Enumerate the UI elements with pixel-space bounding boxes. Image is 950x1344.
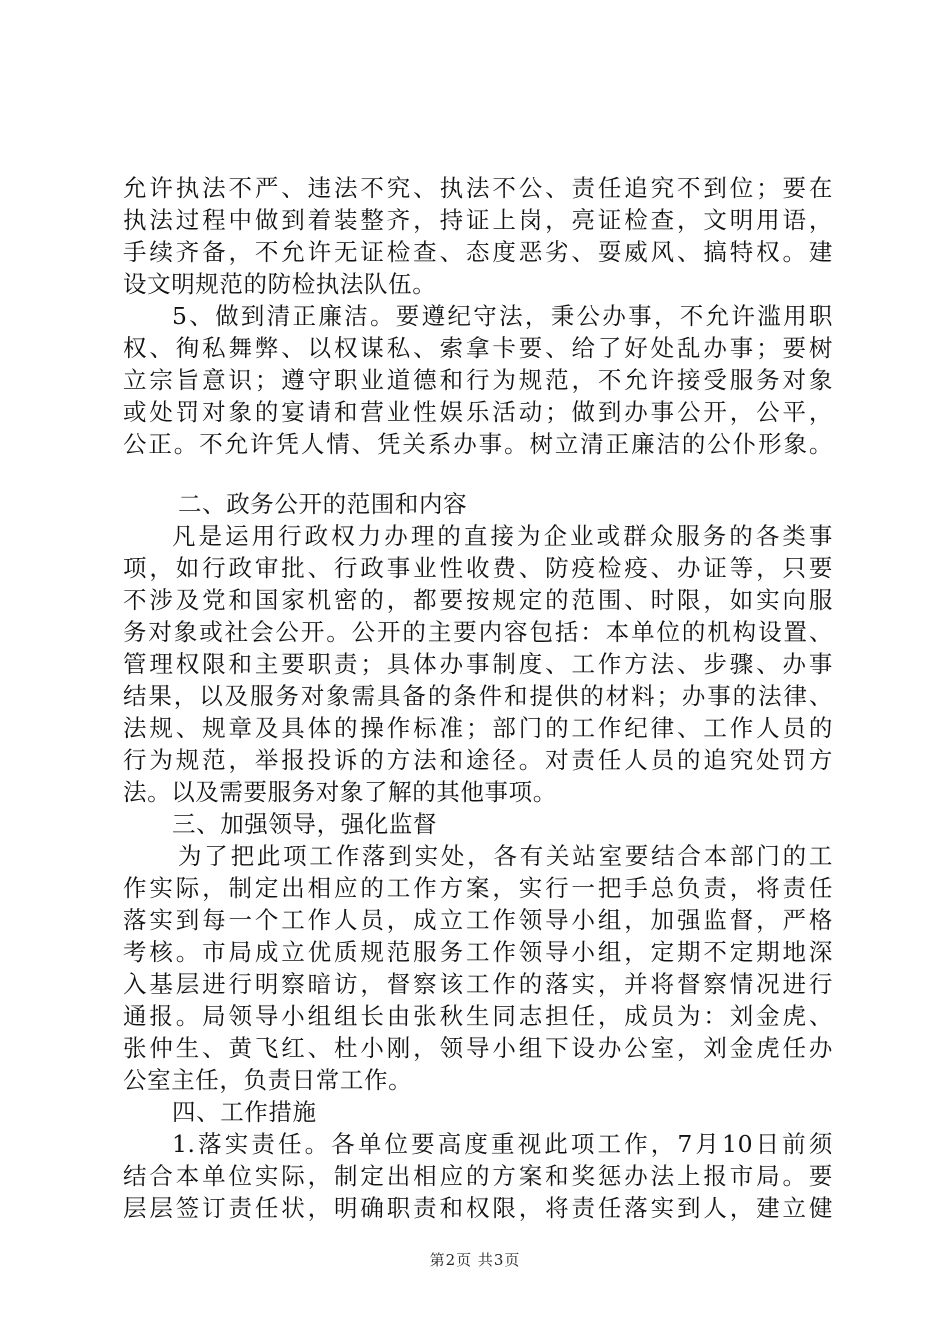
section-heading: 四、工作措施 [172, 1098, 317, 1126]
text-line: 5、做到清正廉洁。要遵纪守法，秉公办事，不允许滥用职 [172, 302, 833, 330]
text-line: 允许执法不严、违法不究、执法不公、责任追究不到位；要在 [123, 174, 833, 202]
text-line: 为了把此项工作落到实处，各有关站室要结合本部门的工 [178, 842, 833, 870]
text-line: 公正。不允许凭人情、凭关系办事。树立清正廉洁的公仆形象。 [123, 430, 833, 458]
text-line: 入基层进行明察暗访，督察该工作的落实，并将督察情况进行 [123, 970, 833, 998]
text-line: 考核。市局成立优质规范服务工作领导小组，定期不定期地深 [123, 938, 833, 966]
text-line: 执法过程中做到着装整齐，持证上岗，亮证检查，文明用语， [123, 206, 833, 234]
text-line: 结合本单位实际，制定出相应的方案和奖惩办法上报市局。要 [123, 1162, 833, 1190]
text-line: 项，如行政审批、行政事业性收费、防疫检疫、办证等，只要 [123, 554, 833, 582]
text-line: 设文明规范的防检执法队伍。 [123, 270, 437, 298]
text-line: 法。以及需要服务对象了解的其他事项。 [123, 778, 557, 806]
section-heading: 三、加强领导，强化监督 [172, 810, 438, 838]
text-line: 法规、规章及具体的操作标准；部门的工作纪律、工作人员的 [123, 714, 833, 742]
text-line: 务对象或社会公开。公开的主要内容包括：本单位的机构设置、 [123, 618, 833, 646]
document-body [123, 172, 833, 1224]
text-line: 或处罚对象的宴请和营业性娱乐活动；做到办事公开，公平， [123, 398, 833, 426]
text-line: 手续齐备，不允许无证检查、态度恶劣、耍威风、搞特权。建 [123, 238, 833, 266]
paragraph-gap [123, 460, 833, 488]
text-line: 层层签订责任状，明确职责和权限，将责任落实到人，建立健 [123, 1194, 833, 1222]
text-line: 权、徇私舞弊、以权谋私、索拿卡要、给了好处乱办事；要树 [123, 334, 833, 362]
text-line: 落实到每一个工作人员，成立工作领导小组，加强监督，严格 [123, 906, 833, 934]
text-line: 行为规范，举报投诉的方法和途径。对责任人员的追究处罚方 [123, 746, 833, 774]
text-line: 不涉及党和国家机密的，都要按规定的范围、时限，如实向服 [123, 586, 833, 614]
section-heading: 二、政务公开的范围和内容 [178, 490, 468, 518]
text-line: 立宗旨意识；遵守职业道德和行为规范，不允许接受服务对象 [123, 366, 833, 394]
text-line: 公室主任，负责日常工作。 [123, 1066, 413, 1094]
text-line: 结果，以及服务对象需具备的条件和提供的材料；办事的法律、 [123, 682, 833, 710]
text-line: 凡是运用行政权力办理的直接为企业或群众服务的各类事 [172, 522, 833, 550]
page-number-footer: 第2页 共3页 [429, 1251, 521, 1269]
text-line: 作实际，制定出相应的工作方案，实行一把手总负责，将责任 [123, 874, 833, 902]
text-line: 张仲生、黄飞红、杜小刚，领导小组下设办公室，刘金虎任办 [123, 1034, 833, 1062]
text-line: 通报。局领导小组组长由张秋生同志担任，成员为：刘金虎、 [123, 1002, 833, 1030]
text-line: 管理权限和主要职责；具体办事制度、工作方法、步骤、办事 [123, 650, 833, 678]
text-line: 1.落实责任。各单位要高度重视此项工作，7月10日前须 [172, 1130, 833, 1158]
